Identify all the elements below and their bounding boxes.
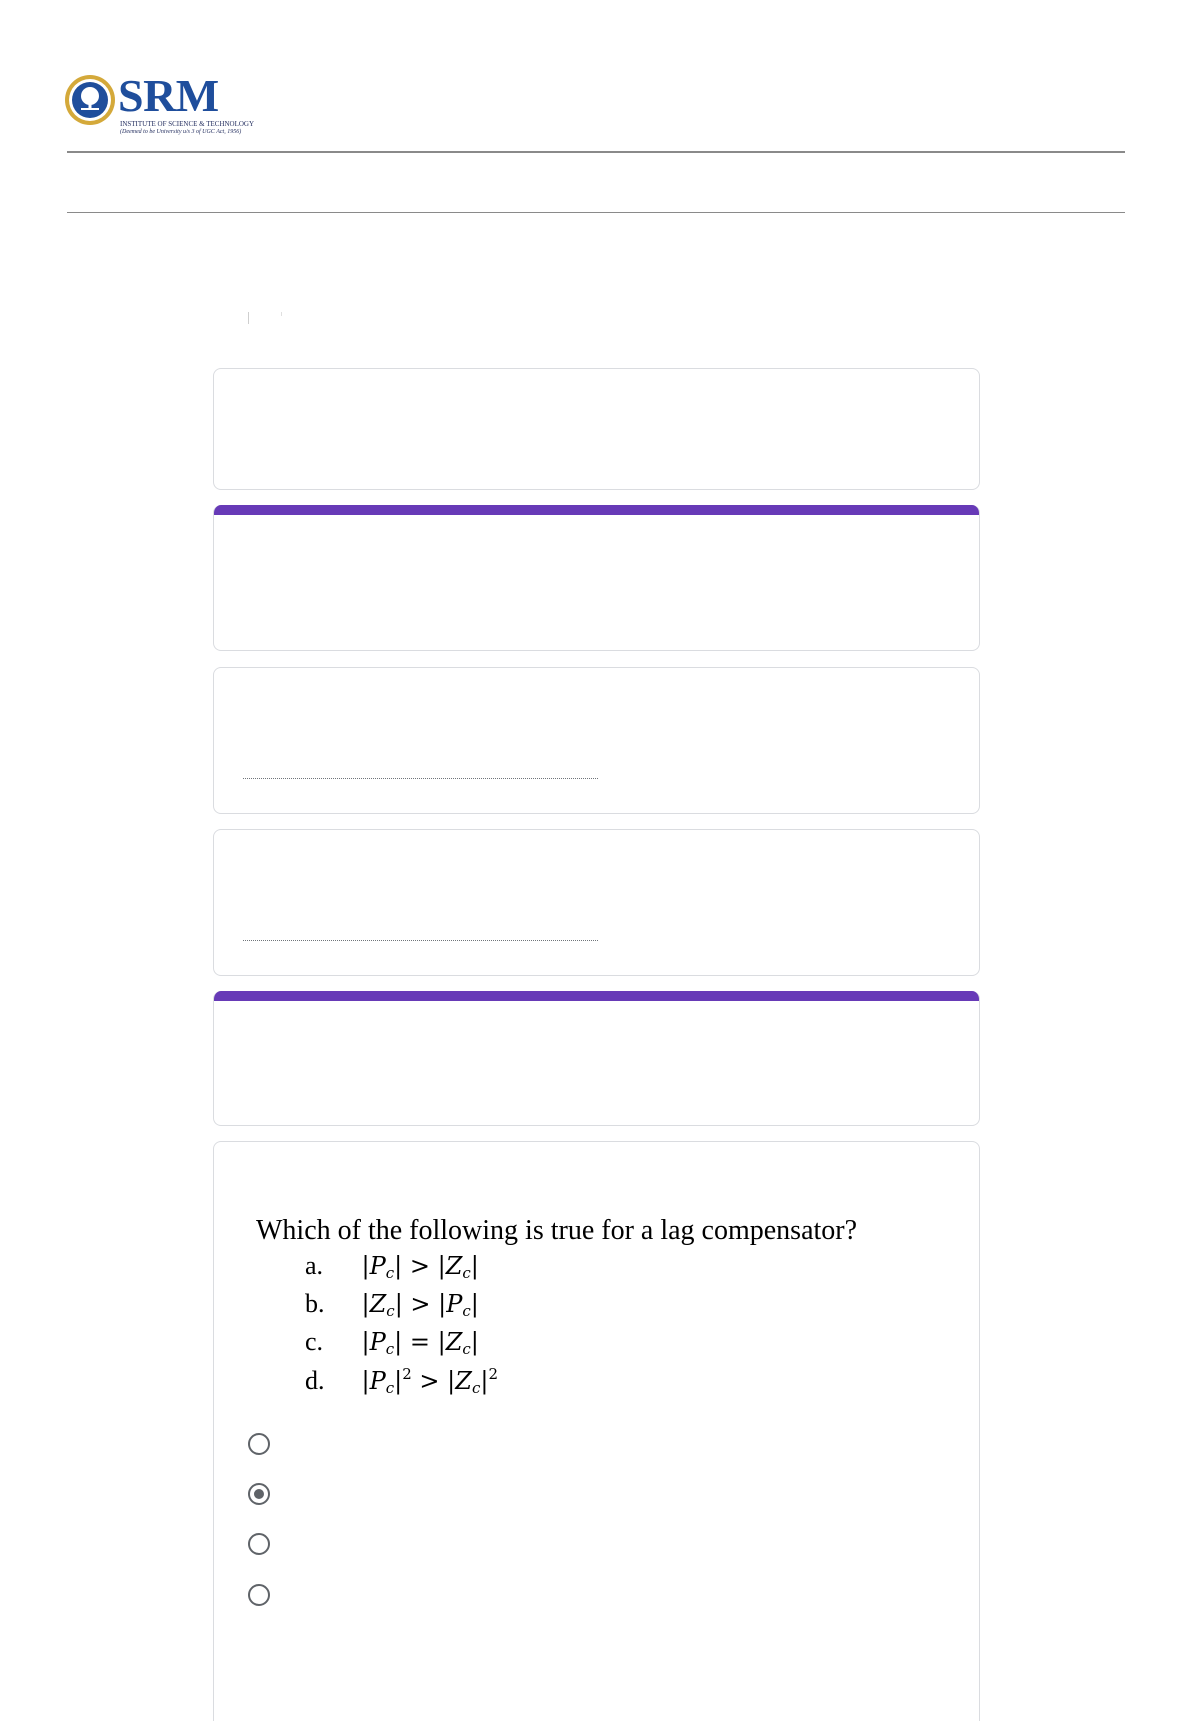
option-expression: $|Z_c| > |P_c|$	[361, 1290, 479, 1320]
form-card-text-field-2	[213, 829, 980, 976]
header-rule-bottom	[67, 212, 1125, 213]
question-option-a	[305, 1251, 479, 1282]
option-expression: $|P_c| = |Z_c|$	[361, 1328, 479, 1358]
option-letter: a.	[305, 1251, 324, 1280]
radio-choice-4[interactable]	[248, 1584, 270, 1606]
section-header-card-1	[213, 505, 980, 651]
option-letter: b.	[305, 1289, 325, 1318]
text-cursor-mark	[281, 312, 282, 316]
logo-tagline: (Deemed to be University u/s 3 of UGC Act, 1956)	[120, 129, 242, 135]
header-rule-top	[67, 151, 1125, 153]
radio-choice-3[interactable]	[248, 1533, 270, 1555]
text-input-underline[interactable]	[243, 778, 598, 779]
form-card-1	[213, 368, 980, 490]
question-option-d	[305, 1365, 498, 1397]
logo-wordmark: SRM	[118, 70, 219, 121]
radio-choice-1[interactable]	[248, 1433, 270, 1455]
option-letter: c.	[305, 1327, 324, 1356]
srm-logo	[64, 70, 255, 135]
question-option-c	[305, 1327, 479, 1358]
question-option-b	[305, 1289, 479, 1320]
text-input-underline[interactable]	[243, 940, 598, 941]
text-cursor	[248, 312, 249, 324]
section-header-card-2	[213, 991, 980, 1126]
srm-seal-icon	[64, 74, 116, 126]
question-prompt: Which of the following is true for a lag compensator?	[256, 1215, 858, 1246]
radio-choice-2[interactable]	[248, 1483, 270, 1505]
logo-subtitle: INSTITUTE OF SCIENCE & TECHNOLOGY	[120, 120, 255, 128]
option-expression: $|P_c|^2 > |Z_c|^2$	[361, 1365, 498, 1397]
option-expression: $|P_c| > |Z_c|$	[361, 1252, 479, 1282]
option-letter: d.	[305, 1366, 325, 1395]
form-card-text-field-1	[213, 667, 980, 814]
